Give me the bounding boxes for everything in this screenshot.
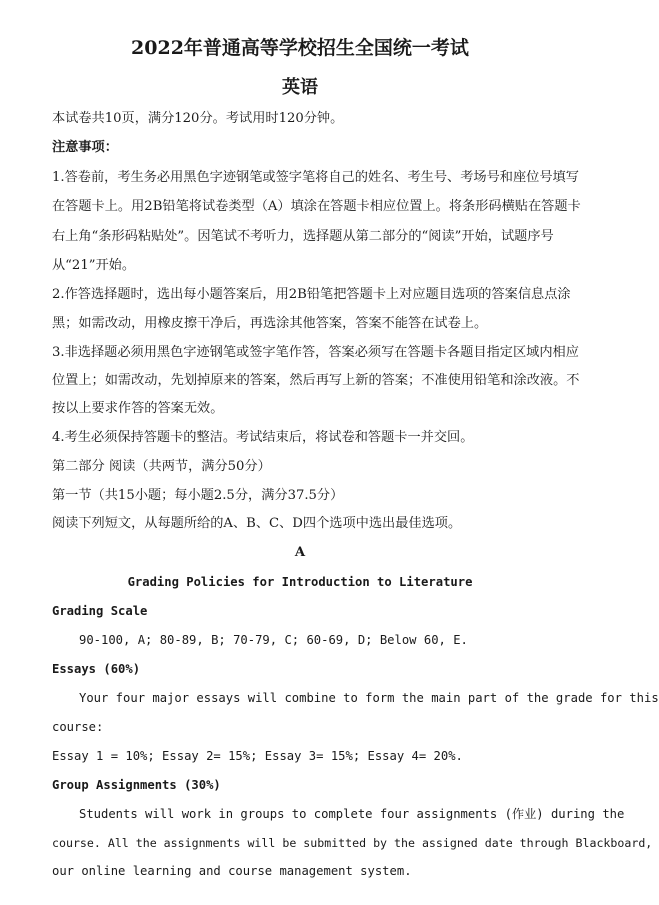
notice-line: 按以上要求作答的答案无效。	[52, 401, 224, 416]
notice-line: 3.非选择题必须用黑色字迹钢笔或签字笔作答，答案必须写在答题卡各题目指定区域内相应	[52, 345, 579, 360]
notice-line: 从“21”开始。	[52, 258, 136, 273]
grading-scale-heading: Grading Scale	[52, 604, 148, 618]
notice-line: 4.考生必须保持答题卡的整洁。考试结束后，将试卷和答题卡一并交回。	[52, 430, 474, 445]
essays-heading: Essays (60%)	[52, 662, 141, 676]
grading-scale-text: 90-100, A; 80-89, B; 70-79, C; 60-69, D; Below 60, E.	[79, 633, 468, 647]
section-heading: 第一节（共15小题；每小题2.5分，满分37.5分）	[52, 488, 344, 503]
passage-title: Grading Policies for Introduction to Literature	[127, 575, 473, 589]
notice-line: 在答题卡上。用2B铅笔将试卷类型（A）填涂在答题卡相应位置上。将条形码横贴在答题卡	[52, 199, 581, 214]
group-heading: Group Assignments (30%)	[52, 778, 221, 792]
exam-intro: 本试卷共10页，满分120分。考试用时120分钟。	[52, 111, 344, 126]
notice-line: 1.答卷前，考生务必用黑色字迹钢笔或签字笔将自己的姓名、考生号、考场号和座位号填写	[52, 170, 579, 185]
notice-line: 右上角“条形码粘贴处”。因笔试不考听力，选择题从第二部分的“阅读”开始，试题序号	[52, 229, 554, 244]
exam-subject: 英语	[282, 77, 318, 98]
section-instruction: 阅读下列短文，从每题所给的A、B、C、D四个选项中选出最佳选项。	[52, 516, 462, 531]
essays-line: Essay 1 = 10%; Essay 2= 15%; Essay 3= 15%; Essay 4= 20%.	[52, 749, 463, 763]
notice-line: 黑；如需改动，用橡皮擦干净后，再选涂其他答案，答案不能答在试卷上。	[52, 316, 488, 331]
exam-title: 2022年普通高等学校招生全国统一考试	[131, 37, 469, 59]
passage-label: A	[294, 545, 306, 560]
essays-line: Your four major essays will combine to form the main part of the grade for this	[79, 691, 659, 705]
notice-line: 位置上；如需改动，先划掉原来的答案，然后再写上新的答案；不准使用铅笔和涂改液。不	[52, 373, 580, 388]
group-line: Students will work in groups to complete four assignments (作业) during the	[79, 807, 625, 821]
part-heading: 第二部分 阅读（共两节，满分50分）	[52, 459, 271, 474]
group-line: our online learning and course management system.	[52, 864, 412, 878]
notice-heading: 注意事项：	[52, 140, 118, 155]
group-line: course. All the assignments will be submitted by the assigned date through Blackboard,	[52, 836, 653, 850]
essays-line: course:	[52, 720, 104, 734]
notice-line: 2.作答选择题时，选出每小题答案后，用2B铅笔把答题卡上对应题目选项的答案信息点涂	[52, 287, 571, 302]
